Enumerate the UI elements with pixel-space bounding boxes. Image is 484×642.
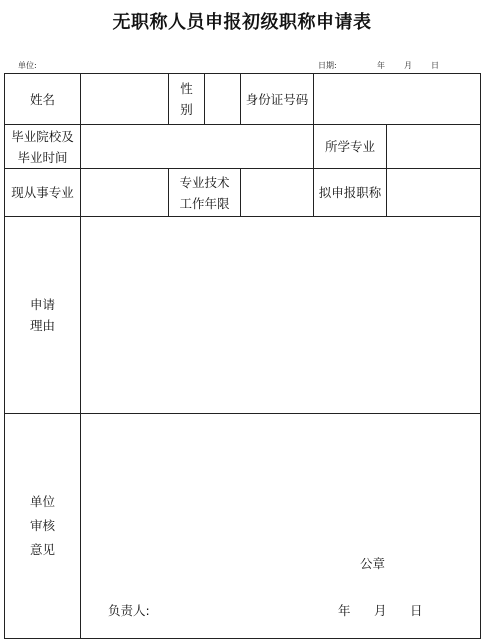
proposed-title-field[interactable] xyxy=(387,169,480,216)
name-field[interactable] xyxy=(81,74,168,124)
gender-label-line1: 性 xyxy=(180,81,193,96)
reason-label-line2: 理由 xyxy=(29,318,55,333)
current-major-field[interactable] xyxy=(81,169,168,216)
sign-year-label: 年 xyxy=(338,602,351,618)
reason-field[interactable] xyxy=(81,217,480,413)
unit-opinion-label xyxy=(5,414,80,638)
gender-field[interactable] xyxy=(205,74,240,124)
id-number-field[interactable] xyxy=(314,74,480,124)
gender-label-line2: 别 xyxy=(180,102,193,117)
id-number-label: 身份证号码 xyxy=(245,91,309,107)
major-label: 所学专业 xyxy=(324,139,375,154)
unit-label: 单位: xyxy=(18,61,37,70)
sign-month-label: 月 xyxy=(374,602,387,618)
proposed-title-label: 拟申报职称 xyxy=(318,185,382,200)
date-day: 日 xyxy=(431,61,439,70)
seal-label: 公章 xyxy=(360,555,386,571)
name-label: 姓名 xyxy=(29,91,55,107)
reason-label-line1: 申请 xyxy=(29,297,55,312)
responsible-person-label: 负责人: xyxy=(108,602,150,618)
opinion-label-line2: 审核 xyxy=(29,518,55,533)
school-label-line2: 毕业时间 xyxy=(17,149,68,165)
form-title: 无职称人员申报初级职称申请表 xyxy=(112,12,372,33)
school-graduation-field[interactable] xyxy=(81,125,313,168)
sign-day-label: 日 xyxy=(410,602,423,618)
school-graduation-label xyxy=(5,125,80,168)
work-years-field[interactable] xyxy=(241,169,313,216)
opinion-label-line1: 单位 xyxy=(29,494,55,509)
table-line xyxy=(480,73,481,639)
major-field[interactable] xyxy=(387,125,480,168)
school-label-line1: 毕业院校及 xyxy=(11,128,74,144)
date-label: 日期: xyxy=(318,61,337,70)
date-month: 月 xyxy=(404,61,412,70)
date-year: 年 xyxy=(377,61,385,70)
work-years-label xyxy=(169,169,240,216)
work-years-label-line2: 工作年限 xyxy=(179,195,230,211)
gender-label xyxy=(169,74,204,124)
table-line xyxy=(4,638,481,639)
reason-label xyxy=(5,217,80,413)
opinion-label-line3: 意见 xyxy=(29,542,55,557)
current-major-label: 现从事专业 xyxy=(11,185,74,200)
work-years-label-line1: 专业技术 xyxy=(179,174,230,190)
